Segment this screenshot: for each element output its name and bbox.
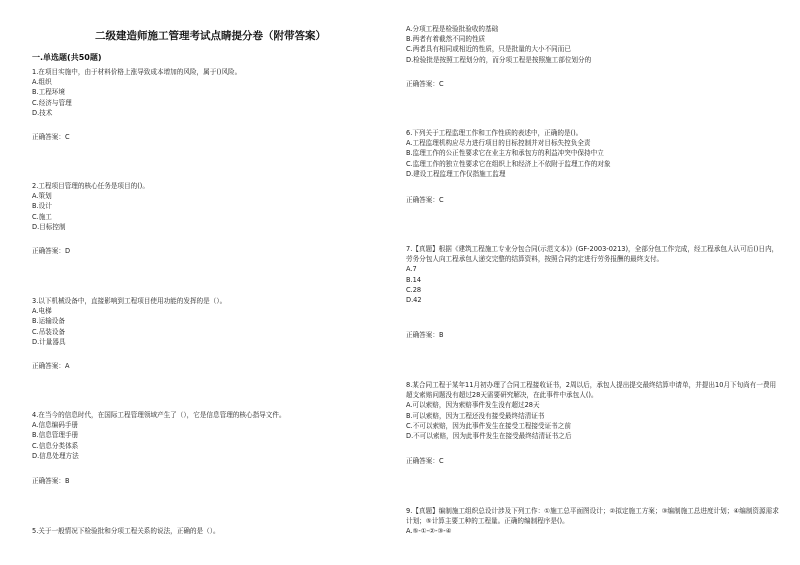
option-b: B.运输设备 [32,317,65,326]
question-7 [406,244,780,305]
answer-5: 正确答案：C [406,80,444,88]
question-stem: 9.【真题】编制施工组织总设计涉及下列工作：①施工总平面图设计；②拟定施工方案；③编制施工总进度计划；④编制资源需求计划；⑤计算主要工种的工程量。正确的编制程序是()。 [406,507,779,526]
question-9 [406,506,780,537]
option-a: A.工程监理机构应尽力进行项目的目标控制并对目标失控负全责 [406,139,591,148]
answer-4: 正确答案：B [32,477,70,485]
option-c: C.吊装设备 [32,327,66,336]
option-a: A.7 [406,265,417,274]
option-d: D.42 [406,296,422,305]
question-6 [406,128,780,179]
option-c: C.经济与管理 [32,98,72,107]
option-a: A.分项工程是检验批验收的基础 [406,25,499,33]
question-stem: 1.在项目实施中，由于材料价格上涨导致成本增加的风险，属于()风险。 [32,68,242,76]
question-stem: 3.以下机械设备中，直接影响到工程项目使用功能的发挥的是（）。 [32,297,227,305]
question-stem: 8.某合同工程于某年11月初办理了合同工程接收证书，2周以后，承包人提出提交最终结算申请单，并提出10月下旬尚有一费用超支索赔问题没有超过28天需要研究解决，在此事件中承包人()。 [406,381,777,400]
option-b: B.监理工作的公正性要求它在业主方和承包方的利益冲突中保持中立 [406,149,604,158]
option-c: C.不可以索赔，因为此事件发生在接受工程接受证书之前 [406,421,571,430]
document-title: 二级建造师施工管理考试点睛提分卷（附带答案） [95,30,326,42]
option-a: A.信息编码手册 [32,421,79,430]
question-stem: 4.在当今的信息时代，在国际工程管理领域产生了（），它是信息管理的核心指导文件。 [32,411,286,419]
option-b: B.设计 [32,202,52,211]
question-5 [32,526,392,536]
option-a: A.电梯 [32,307,52,316]
option-a: A.可以索赔，因为索赔事件发生没有超过28天 [406,401,540,410]
option-d: D.技术 [32,108,53,117]
option-d: D.不可以索赔，因为此事件发生在接受最终结清证书之后 [406,432,572,441]
question-1 [32,67,392,118]
answer-2: 正确答案：D [32,247,71,255]
option-a: A.策划 [32,192,52,201]
option-d: D.建设工程监理工作仅指施工监理 [406,169,506,178]
option-d: D.信息处理方法 [32,451,79,460]
answer-8: 正确答案：C [406,457,444,465]
question-stem: 7.【真题】根据《建筑工程施工专业分包合同(示范文本)》(GF-2003-0213)，全部分包工作完成，经工程承包人认可后()日内，劳务分包人向工程承包人递交完整的结算资料，按照合同约定进行劳务报酬的最终支付。 [406,245,779,264]
question-5-options [406,24,780,65]
option-b: B.两者有着截然不同的性质 [406,35,486,44]
question-3 [32,296,392,347]
section-heading: 一.单选题(共50题) [32,53,102,62]
option-c: C.监理工作的独立性要求它在组织上和经济上不依附于监理工作的对象 [406,159,611,168]
answer-3: 正确答案：A [32,362,70,370]
option-b: B.工程环境 [32,88,65,97]
question-stem: 5.关于一般情况下检验批和分项工程关系的说法，正确的是（）。 [32,527,220,535]
option-b: B.可以索赔，因为工程还没有接受最终结清证书 [406,411,545,420]
option-c: C.两者具有相同或相近的性质，只是批量的大小不同而已 [406,45,571,54]
option-b: B.信息管理手册 [32,431,79,440]
option-a: A.组织 [32,78,52,87]
question-stem: 6.下列关于工程监理工作和工作性质的表述中，正确的是()。 [406,129,583,137]
answer-7: 正确答案：B [406,331,444,339]
question-stem: 2.工程项目管理的核心任务是项目的()。 [32,182,149,190]
option-d: D.计量器具 [32,337,66,346]
option-c: C.28 [406,285,422,294]
question-8 [406,380,780,441]
option-d: D.目标控制 [32,222,66,231]
option-a: A.⑤-①-②-③-④ [406,527,452,536]
option-c: C.信息分类体系 [32,441,79,450]
question-4 [32,410,392,461]
option-b: B.14 [406,275,422,284]
option-c: C.施工 [32,212,52,221]
answer-6: 正确答案：C [406,196,444,204]
question-2 [32,181,392,232]
option-d: D.检验批是按照工程划分的，而分项工程是按照施工部位划分的 [406,55,592,64]
answer-1: 正确答案：C [32,133,70,141]
